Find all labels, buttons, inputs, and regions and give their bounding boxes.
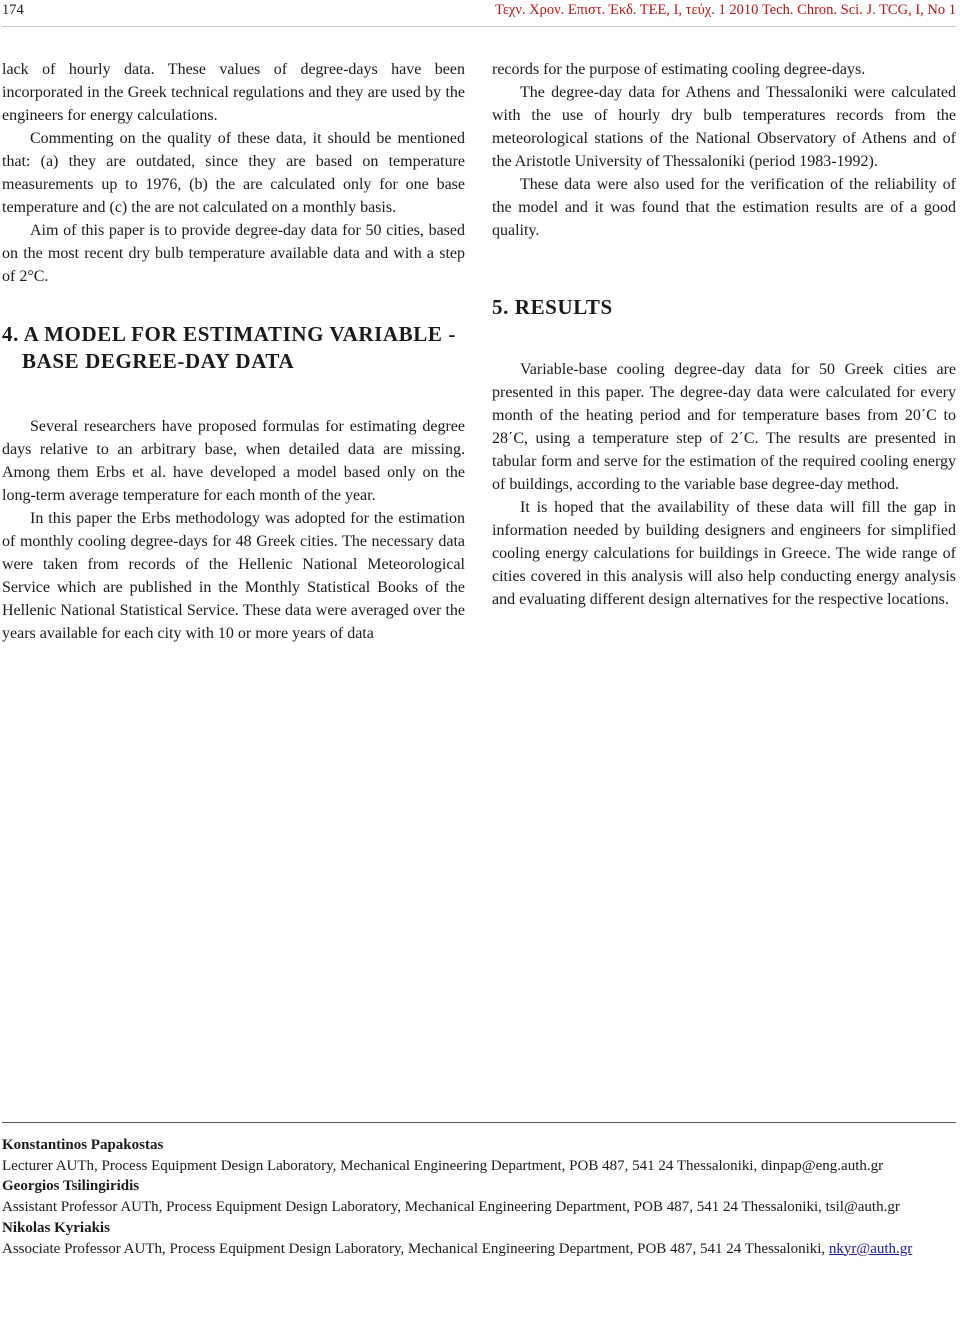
- body-paragraph: Variable-base cooling degree-day data for 50 Greek cities are presented in this paper. The degree-day data were calculated for every month of the heating period and for temperature bases from 20΄C to 28΄C, using a temperature step of 2΄C. The results are presented in tabular form and serve for the estimation of the required cooling energy of buildings, according to the variable base degree-day method.: [492, 361, 956, 493]
- author-affiliation: Assistant Professor AUTh, Process Equipment Design Laboratory, Mechanical Engineering Department, POB 487, 541 24 Thessaloniki, tsil@auth.gr: [2, 1199, 900, 1216]
- right-column: [492, 58, 956, 611]
- section-heading-4: 4. A MODEL FOR ESTIMATING VARIABLE -BASE DEGREE-DAY DATA: [2, 322, 456, 373]
- body-paragraph: lack of hourly data. These values of degree-days have been incorporated in the Greek technical regulations and they are used by the engineers for energy calculations.: [2, 61, 465, 124]
- body-paragraph: records for the purpose of estimating cooling degree-days.: [492, 61, 866, 78]
- body-paragraph: The degree-day data for Athens and Thessaloniki were calculated with the use of hourly dry bulb temperatures records from the meteorological stations of the National Observatory of Athens and of the Aristotle University of Thessaloniki (period 1983-1992).: [492, 84, 956, 170]
- author-name: Georgios Tsilingiridis: [2, 1178, 140, 1195]
- running-header: [2, 0, 956, 27]
- body-paragraph: In this paper the Erbs methodology was adopted for the estimation of monthly cooling degree-days for 48 Greek cities. The necessary data were taken from records of the Hellenic National Meteorological Service which are published in the Monthly Statistical Books of the Hellenic National Statistical Service. These data were averaged over the years available for each city with 10 or more years of data: [2, 510, 465, 642]
- body-paragraph: Several researchers have proposed formulas for estimating degree days relative to an arbitrary base, when detailed data are missing. Among them Erbs et al. have developed a model based only on the long-term average temperature for each month of the year.: [2, 418, 465, 504]
- author-affiliation: Associate Professor AUTh, Process Equipment Design Laboratory, Mechanical Engineering Department, POB 487, 541 24 Thessaloniki,: [2, 1240, 826, 1257]
- author-affiliation: Lecturer AUTh, Process Equipment Design Laboratory, Mechanical Engineering Department, POB 487, 541 24 Thessaloniki, dinpap@eng.auth.gr: [2, 1157, 884, 1174]
- author-name: Nikolas Kyriakis: [2, 1219, 110, 1236]
- author-affiliation-block: [2, 1239, 956, 1260]
- body-paragraph: It is hoped that the availability of these data will fill the gap in information needed by building designers and engineers for simplified cooling energy calculations for buildings in Greece. The wide range of cities covered in this analysis will also help conducting energy analysis and evaluating different design alternatives for the respective locations.: [492, 499, 956, 608]
- section-heading-5: 5. RESULTS: [492, 295, 613, 319]
- body-paragraph: These data were also used for the verification of the reliability of the model and it was found that the estimation results are of a good quality.: [492, 176, 956, 239]
- left-column: [2, 58, 465, 645]
- body-paragraph: Aim of this paper is to provide degree-day data for 50 cities, based on the most recent dry bulb temperature available data and with a step of 2°C.: [2, 222, 465, 285]
- author-name: Konstantinos Papakostas: [2, 1137, 164, 1153]
- author-email-link[interactable]: nkyr@auth.gr: [828, 1240, 913, 1257]
- journal-citation: Τεχν. Χρον. Επιστ. Έκδ. ΤΕΕ, Ι, τεύχ. 1 2010 Tech. Chron. Sci. J. TCG, I, No 1: [494, 2, 956, 18]
- author-affiliations: [2, 1122, 956, 1259]
- body-paragraph: Commenting on the quality of these data, it should be mentioned that: (a) they are outdated, since they are based on temperature measurements up to 1976, (b) the are calculated only for one base temperature and (c) the are not calculated on a monthly basis.: [2, 130, 465, 216]
- page-number: 174: [2, 2, 24, 18]
